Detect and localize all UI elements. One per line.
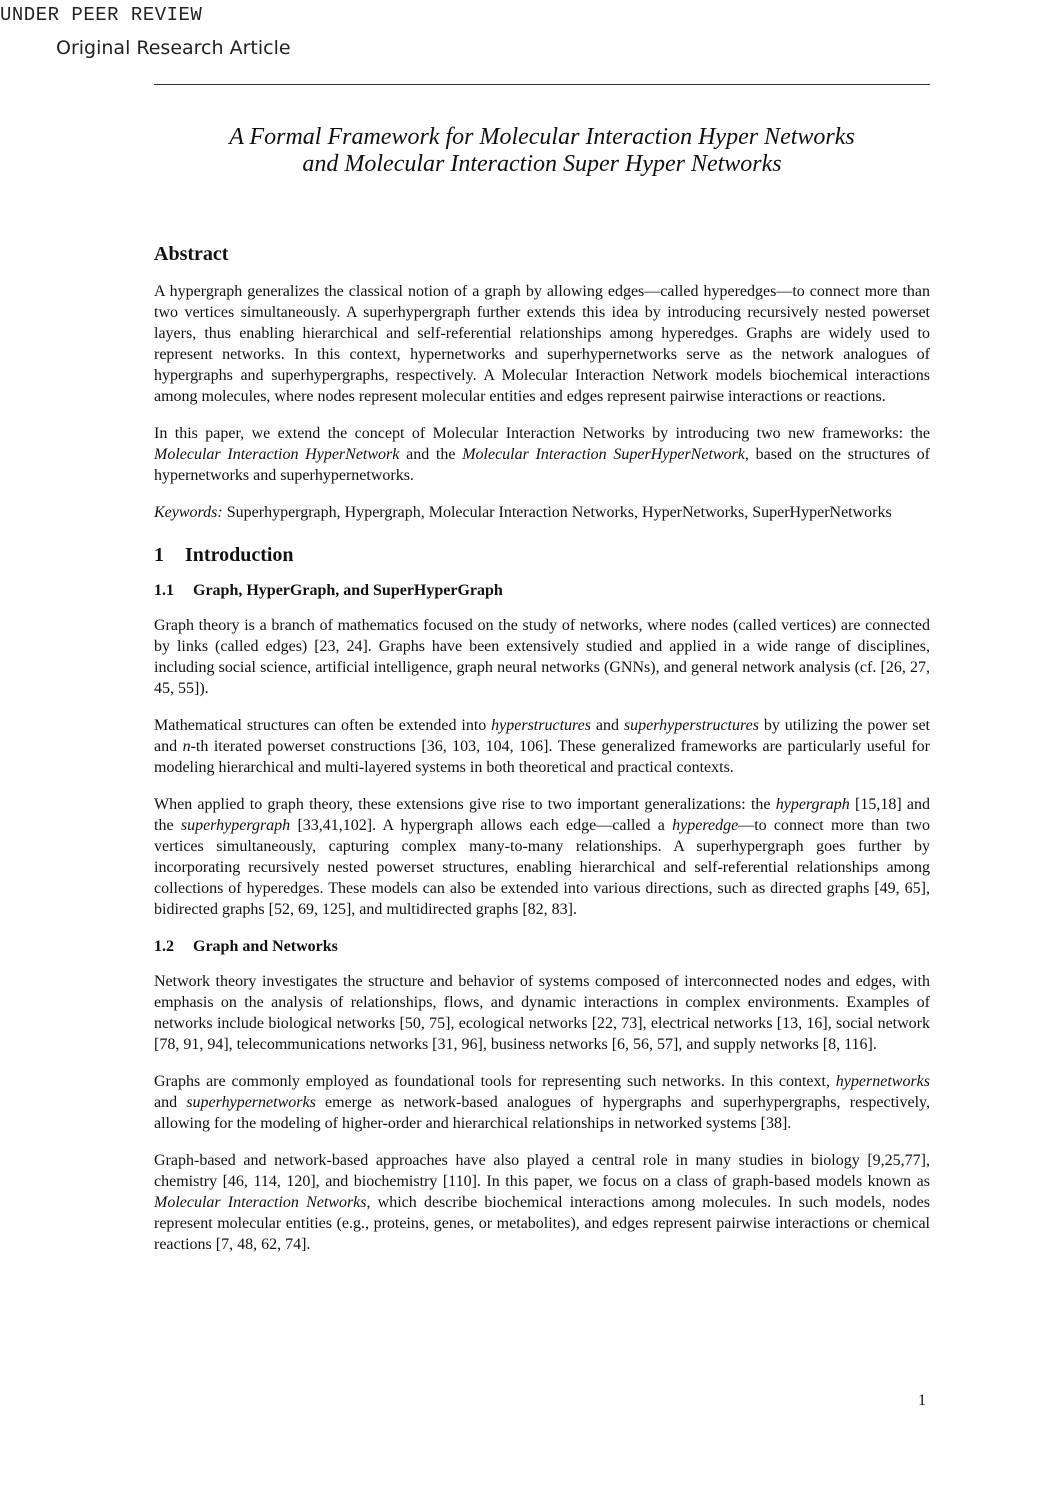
text-run: [15,18] and the	[154, 796, 930, 834]
emphasis-term: hyperedge	[672, 817, 739, 834]
subsection-number: 1.1	[154, 582, 174, 599]
abstract-heading: Abstract	[154, 243, 229, 265]
text-run: Graphs are commonly employed as foundational tools for representing such networks. In this context,	[154, 1073, 836, 1090]
paragraph	[154, 794, 930, 920]
text-run: In this paper, we extend the concept of Molecular Interaction Networks by introducing two new frameworks: the	[154, 425, 930, 442]
paragraph: Network theory investigates the structure and behavior of systems composed of interconnected nodes and edges, with emphasis on the analysis of relationships, flows, and dynamic interactions in complex environments. Examples of networks include biological networks [50, 75], ecological networks [22, 73], electrical networks [13, 16], social network [78, 91, 94], telecommunications networks [31, 96], business networks [6, 56, 57], and supply networks [8, 116].	[154, 973, 930, 1053]
text-run: When applied to graph theory, these extensions give rise to two important generalizations: the	[154, 796, 776, 813]
text-run: , based on the structures of hypernetworks and superhypernetworks.	[154, 446, 930, 484]
text-run: and the	[399, 446, 463, 463]
text-run: by utilizing the power set and	[154, 717, 930, 755]
subsection-title: Graph, HyperGraph, and SuperHyperGraph	[193, 582, 503, 599]
keywords	[154, 502, 930, 523]
section-heading-introduction	[154, 545, 930, 566]
subsection-heading-1-2	[154, 936, 930, 957]
subsection-title: Graph and Networks	[193, 938, 338, 955]
text-run: —to connect more than two vertices simultaneously, capturing complex many-to-many relationships. A superhypergraph goes further by incorporating recursively nested powerset structures, enabling hierarchical and self-referential relationships among collections of hyperedges. These models can also be extended into various directions, such as directed graphs [49, 65], bidirected graphs [52, 69, 125], and multidirected graphs [82, 83].	[154, 817, 930, 918]
section-number: 1	[154, 544, 164, 566]
text-run: [33,41,102]. A hypergraph allows each edge—called a	[290, 817, 673, 834]
subsection-heading-1-1	[154, 580, 930, 601]
emphasis-term: Molecular Interaction Networks	[154, 1194, 367, 1211]
text-run: -th iterated powerset constructions [36, 103, 104, 106]. These generalized frameworks are particularly useful for modeling hierarchical and multi-layered systems in both theoretical and practical contexts.	[154, 738, 930, 776]
keywords-list: Superhypergraph, Hypergraph, Molecular Interaction Networks, HyperNetworks, SuperHyperNetworks	[222, 504, 892, 521]
paragraph	[154, 715, 930, 778]
paper-title	[154, 124, 930, 178]
emphasis-term: superhypernetworks	[186, 1094, 316, 1111]
paragraph	[154, 1071, 930, 1134]
section-title: Introduction	[185, 544, 294, 566]
emphasis-term: hypergraph	[775, 796, 850, 813]
article-type-label: Original Research Article	[56, 37, 291, 59]
emphasis-term: Molecular Interaction HyperNetwork	[154, 446, 400, 463]
keywords-label: Keywords:	[154, 504, 223, 521]
emphasis-term: hyperstructures	[491, 717, 591, 734]
paragraph: Graph theory is a branch of mathematics focused on the study of networks, where nodes (called vertices) are connected by links (called edges) [23, 24]. Graphs have been extensively studied and applied in a wide range of disciplines, including social science, artificial intelligence, graph neural networks (GNNs), and general network analysis (cf. [26, 27, 45, 55]).	[154, 617, 930, 697]
text-run: and	[154, 1094, 187, 1111]
emphasis-term: hypernetworks	[835, 1073, 930, 1090]
header-divider	[154, 84, 930, 85]
under-review-watermark: UNDER PEER REVIEW	[0, 4, 203, 26]
text-run: Graph-based and network-based approaches have also played a central role in many studies in biology [9,25,77], chemistry [46, 114, 120], and biochemistry [110]. In this paper, we focus on a class of graph-based models known as	[154, 1152, 930, 1190]
emphasis-term: Molecular Interaction SuperHyperNetwork	[462, 446, 745, 463]
emphasis-term: superhypergraph	[180, 817, 291, 834]
title-line-1: A Formal Framework for Molecular Interaction Hyper Networks	[229, 124, 855, 150]
abstract-paragraph-1: A hypergraph generalizes the classical notion of a graph by allowing edges—called hyperedges—to connect more than two vertices simultaneously. A superhypergraph further extends this idea by introducing recursively nested powerset layers, thus enabling hierarchical and self-referential relationships among hyperedges. Graphs are widely used to represent networks. In this context, hypernetworks and superhypernetworks serve as the network analogues of hypergraphs and superhypergraphs, respectively. A Molecular Interaction Network models biochemical interactions among molecules, where nodes represent molecular entities and edges represent pairwise interactions or reactions.	[154, 283, 930, 405]
text-run: and	[590, 717, 624, 734]
subsection-number: 1.2	[154, 938, 174, 955]
text-run: Mathematical structures can often be extended into	[154, 717, 492, 734]
text-run: emerge as network-based analogues of hypergraphs and superhypergraphs, respectively, allowing for the modeling of higher-order and hierarchical relationships in networked systems [38].	[154, 1094, 930, 1132]
page-number: 1	[918, 1392, 926, 1409]
paragraph	[154, 1150, 930, 1255]
abstract-paragraph-2	[154, 423, 930, 486]
paper-body	[154, 244, 930, 1271]
emphasis-term: superhyperstructures	[623, 717, 759, 734]
emphasis-term: n	[182, 738, 191, 755]
title-line-2: and Molecular Interaction Super Hyper Networks	[302, 151, 782, 177]
text-run: , which describe biochemical interactions among molecules. In such models, nodes represent molecular entities (e.g., proteins, genes, or metabolites), and edges represent pairwise interactions or chemical reactions [7, 48, 62, 74].	[154, 1194, 930, 1253]
